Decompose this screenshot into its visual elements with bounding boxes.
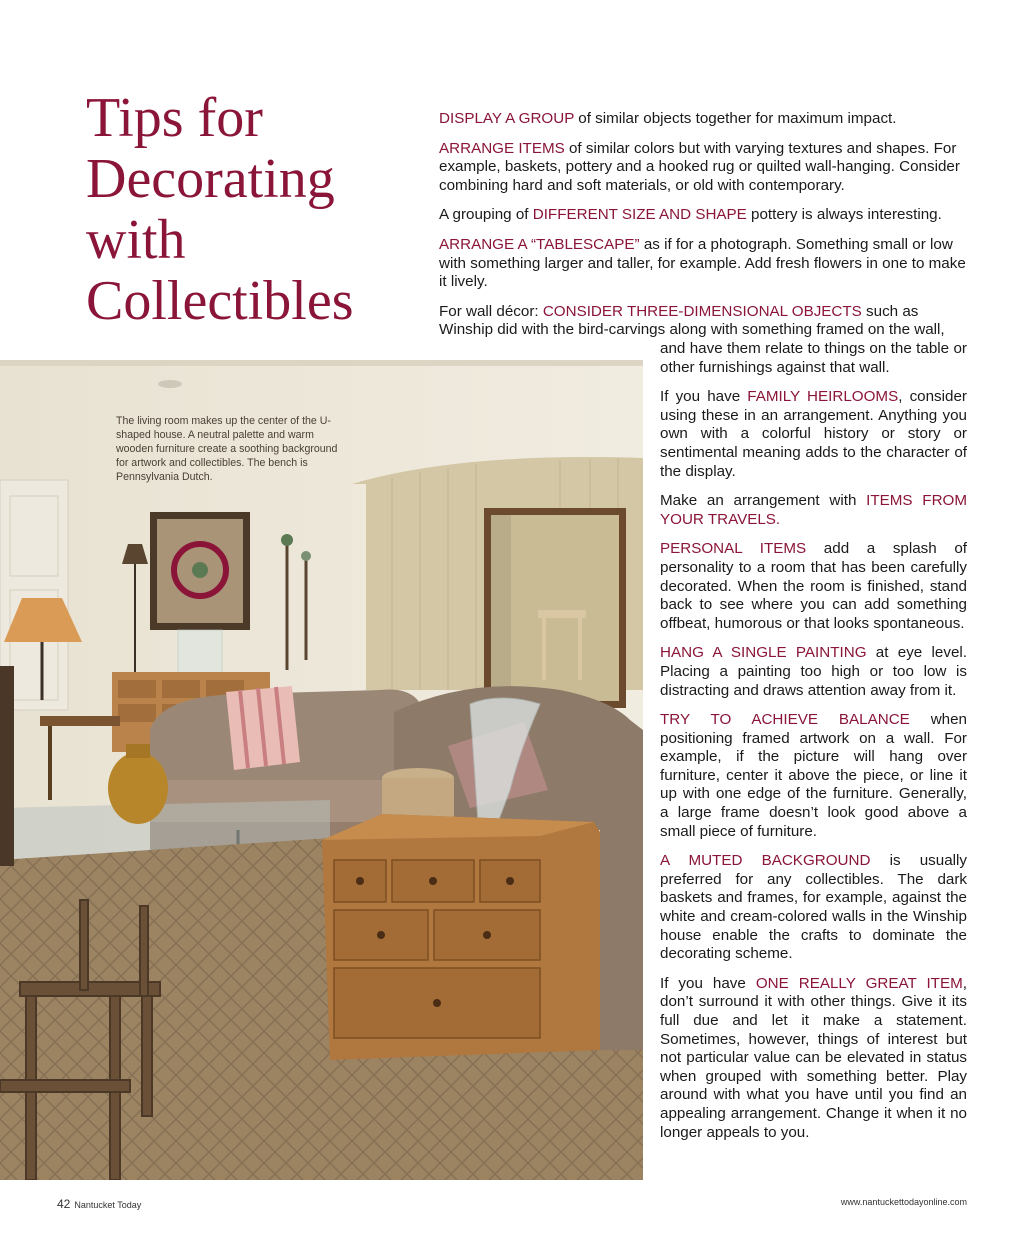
tip-highlight: CONSIDER THREE-DIMENSIONAL OBJECTS — [542, 302, 862, 320]
tip-text: as if for a photograph. Something small or low with something larger and taller, for example. Add fresh flowers in one to make it lively. — [439, 235, 966, 291]
tip-wall-decor — [439, 303, 969, 340]
tip-text: at eye level. Placing a painting too high or too low is distracting and draws attention away from it. — [660, 644, 967, 699]
tip-highlight: PERSONAL ITEMS — [660, 540, 807, 558]
article-title — [86, 88, 406, 332]
tip-arrange-items — [439, 140, 969, 196]
tip-text: when positioning framed artwork on a wall. For example, if the picture will hang over furniture, center it above the piece, or line it up with one edge of the furniture. Generally, a large frame doesn’t look good above a small piece of furniture. — [660, 711, 967, 840]
tip-text: A grouping of — [439, 206, 533, 224]
tip-family-heirlooms — [660, 388, 967, 481]
tip-text: is usually preferred for any collectibles. The dark baskets and frames, for example, against the white and cream-colored walls in the Winship house enable the crafts to dominate the decorating scheme. — [660, 852, 967, 963]
tip-text: of similar objects together for maximum impact. — [574, 110, 897, 127]
tip-tablescape — [439, 236, 969, 292]
tip-text: For wall décor: — [439, 302, 543, 320]
footer-url[interactable]: www.nantuckettodayonline.com — [840, 1197, 967, 1207]
tip-highlight: HANG A SINGLE PAINTING — [660, 644, 867, 662]
publication-name: Nantucket Today — [74, 1200, 142, 1210]
tip-single-painting — [660, 644, 967, 700]
tip-great-item — [660, 975, 967, 1142]
tip-display-group — [439, 110, 969, 129]
tip-items-travels — [660, 492, 967, 529]
tip-text: If you have — [660, 388, 748, 406]
tip-highlight: ARRANGE A “TABLESCAPE” — [439, 235, 640, 253]
tip-text: If you have — [660, 974, 756, 992]
tip-highlight: ITEMS FROM YOUR TRAVELS. — [660, 492, 968, 528]
tip-text: add a splash of personality to a room that has been carefully decorated. When the room is finished, stand back to see where you can add something offbeat, humorous or that looks spontaneous. — [660, 540, 968, 632]
photo-caption: The living room makes up the center of the U-shaped house. A neutral palette and warm wooden furniture create a soothing background for artwork and collectibles. The bench is Pennsylvania Dutch. — [116, 415, 338, 483]
tip-text: such as Winship did with the bird-carvings along with something framed on the wall, — [439, 302, 945, 339]
tip-highlight: TRY TO ACHIEVE BALANCE — [660, 711, 910, 729]
tip-highlight: DIFFERENT SIZE AND SHAPE — [532, 206, 747, 224]
tip-highlight: FAMILY HEIRLOOMS — [747, 388, 899, 406]
tip-muted-background — [660, 852, 967, 964]
tip-highlight: ONE REALLY GREAT ITEM — [755, 974, 963, 992]
tip-text: , don’t surround it with other things. Give it its full due and let it make a statement. Sometimes, however, things of interest but not particular value can be elevated in status when grouped with something better. Play around with what you have until you find an appealing arrangement. Change it when it no longer appeals to you. — [660, 974, 967, 1141]
tip-text: of similar colors but with varying textures and shapes. For example, baskets, pottery and a hooked rug or quilted wall-hanging. Consider combining hard and soft materials, or old with contemporary. — [439, 139, 960, 194]
tip-different-size — [439, 206, 969, 225]
tip-balance — [660, 711, 967, 841]
tip-text: , consider using these in an arrangement. Anything you own with a colorful history or story or sentimental meaning adds to the character of the display. — [660, 388, 967, 480]
title-line: Tips for — [86, 87, 263, 149]
title-line: Collectibles — [86, 270, 354, 332]
tips-column-right — [660, 340, 968, 1153]
tip-highlight: ARRANGE ITEMS — [439, 139, 565, 157]
footer-left — [57, 1197, 141, 1211]
title-line: Decorating — [86, 148, 335, 210]
title-line: with — [86, 209, 186, 271]
tip-text: pottery is always interesting. — [746, 206, 942, 224]
tip-wall-decor-end: and have them relate to things on the table or other furnishings against that wall. — [660, 340, 967, 376]
tip-personal-items — [660, 540, 967, 633]
tips-column-top — [439, 110, 969, 351]
tip-text: Make an arrangement with — [660, 492, 867, 510]
tip-highlight: A MUTED BACKGROUND — [660, 852, 871, 870]
tip-highlight: DISPLAY A GROUP — [439, 110, 575, 127]
page-number: 42 — [57, 1197, 71, 1211]
